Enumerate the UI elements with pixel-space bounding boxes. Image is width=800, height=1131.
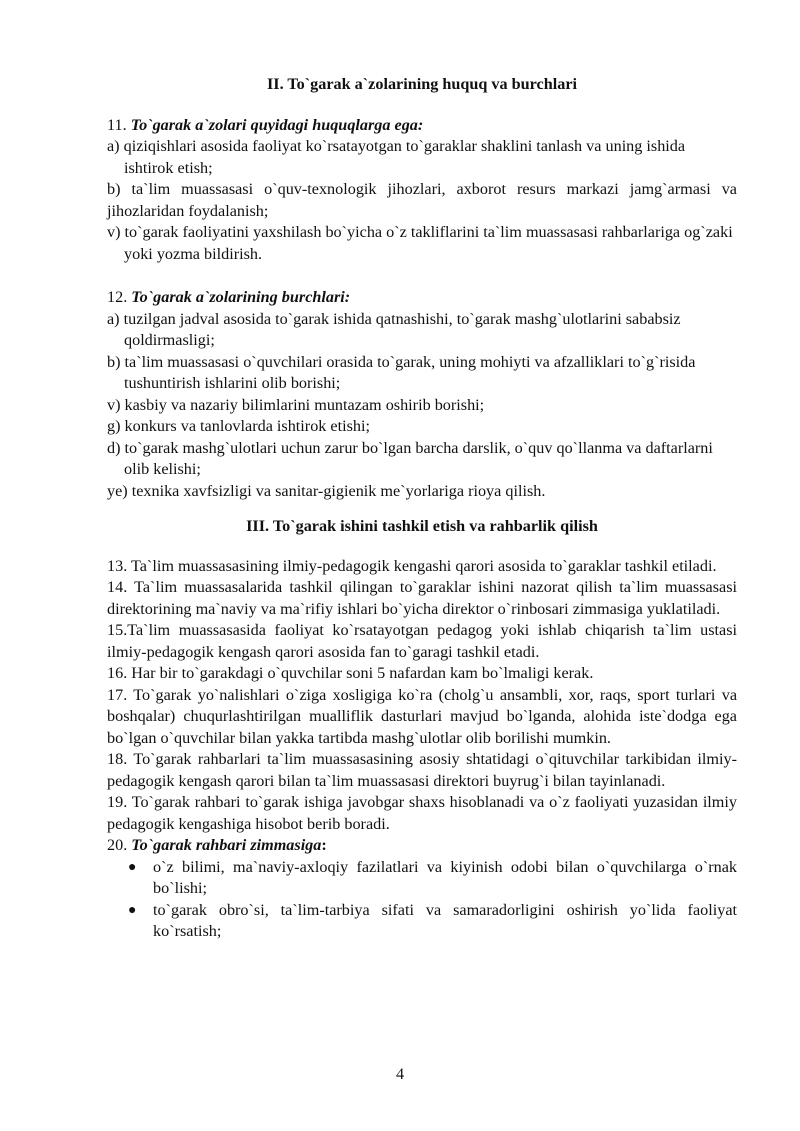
clause-19: 19. To`garak rahbari to`garak ishiga javobgar shaxs hisoblanadi va o`z faoliyati yuzasidan ilmiy pedagogik kengashiga hisobot berib boradi.	[107, 793, 737, 833]
clause-12-item-v: v) kasbiy va nazariy bilimlarini muntazam oshirib borishi;	[107, 395, 485, 414]
clause-12-item-g: g) konkurs va tanlovlarda ishtirok etishi;	[107, 417, 370, 435]
list-item	[107, 857, 737, 900]
bullet-icon: ●	[128, 859, 137, 875]
page-number: 4	[395, 1065, 405, 1083]
list-item-text: to`garak obro`si, ta`lim-tarbiya sifati va samaradorligini oshirish yo`lida faoliyat ko`rsatish;	[153, 900, 737, 940]
clause-17: 17. To`garak yo`nalishlari o`ziga xosligiga ko`ra (cholg`u ansambli, xor, raqs, sport turlari va boshqalar) chuqurlashtirilgan mualliflik dasturlari mavjud bo`lganda, alohida iste`dodga ega bo`lgan o`quvchilar bilan yakka tartibda mashg`ulotlar olib borilishi mumkin.	[107, 685, 737, 747]
clause-12-title: To`garak a`zolarining burchlari:	[131, 288, 351, 306]
clause-11-title: To`garak a`zolari quyidagi huquqlarga ega:	[130, 115, 424, 134]
clause-12-item-b: b) ta`lim muassasasi o`quvchilari orasida to`garak, uning mohiyti va afzalliklari to`g`risida tushuntirish ishlarini olib borishi;	[107, 352, 696, 392]
clause-13: 13. Ta`lim muassasasining ilmiy-pedagogik kengashi qarori asosida to`garaklar tashkil etiladi.	[107, 556, 717, 575]
clause-20-colon: :	[321, 836, 327, 854]
clause-20-title: To`garak rahbari zimmasiga	[131, 836, 322, 854]
clause-18: 18. To`garak rahbarlari ta`lim muassasasining asosiy shtatidagi o`qituvchilar tarkibidan ilmiy-pedagogik kengash qarori bilan ta`lim muassasasi direktori buyrug`i bilan tayinlanadi.	[107, 750, 737, 790]
clause-11-item-v: v) to`garak faoliyatini yaxshilash bo`yicha o`z takliflarini ta`lim muassasasi rahbarlariga og`zaki yoki yozma bildirish.	[107, 223, 733, 263]
list-item-text: o`z bilimi, ma`naviy-axloqiy fazilatlari va kiyinish odobi bilan o`quvchilarga o`rnak bo`lishi;	[153, 857, 737, 897]
clause-20-number: 20.	[107, 836, 128, 854]
document-page	[107, 70, 737, 943]
clause-14: 14. Ta`lim muassasalarida tashkil qilingan to`garaklar ishini nazorat qilish ta`lim muassasasi direktorining ma`naviy va ma`rifiy ishlari bo`yicha direktor o`rinbosari zimmasiga yuklatiladi.	[107, 578, 737, 618]
clause-12-heading	[107, 287, 737, 309]
bullet-icon: ●	[128, 902, 137, 918]
clause-11-item-b: b) ta`lim muassasasi o`quv-texnologik jihozlari, axborot resurs markazi jamg`armasi va jihozlaridan foydalanish;	[107, 180, 737, 220]
clause-11-item-a: a) qiziqishlari asosida faoliyat ko`rsatayotgan to`garaklar shaklini tanlash va uning ishida ishtirok etish;	[107, 137, 686, 177]
clause-20-heading	[107, 835, 737, 857]
clause-20-list	[107, 857, 737, 943]
clause-12-item-ye: ye) texnika xavfsizligi va sanitar-gigienik me`yorlariga rioya qilish.	[107, 481, 546, 500]
section-3-heading: III. To`garak ishini tashkil etish va rahbarlik qilish	[246, 517, 598, 535]
clause-11-heading	[107, 115, 737, 137]
section-2-heading: II. To`garak a`zolarining huquq va burchlari	[266, 75, 578, 93]
clause-12-number: 12.	[107, 288, 128, 306]
clause-12-item-d: d) to`garak mashg`ulotlari uchun zarur bo`lgan barcha darslik, o`quv qo`llanma va daftarlarni olib kelishi;	[107, 438, 713, 478]
clause-15: 15.Ta`lim muassasasida faoliyat ko`rsatayotgan pedagog yoki ishlab chiqarish ta`lim ustasi ilmiy-pedagogik kengash qarori asosida fan to`garagi tashkil etadi.	[107, 621, 737, 661]
list-item	[107, 900, 737, 943]
clause-16: 16. Har bir to`garakdagi o`quvchilar soni 5 nafardan kam bo`lmaligi kerak.	[107, 664, 594, 682]
clause-11-number: 11.	[107, 115, 127, 134]
clause-12-item-a: a) tuzilgan jadval asosida to`garak ishida qatnashishi, to`garak mashg`ulotlarini sababsiz qoldirmasligi;	[107, 309, 681, 349]
